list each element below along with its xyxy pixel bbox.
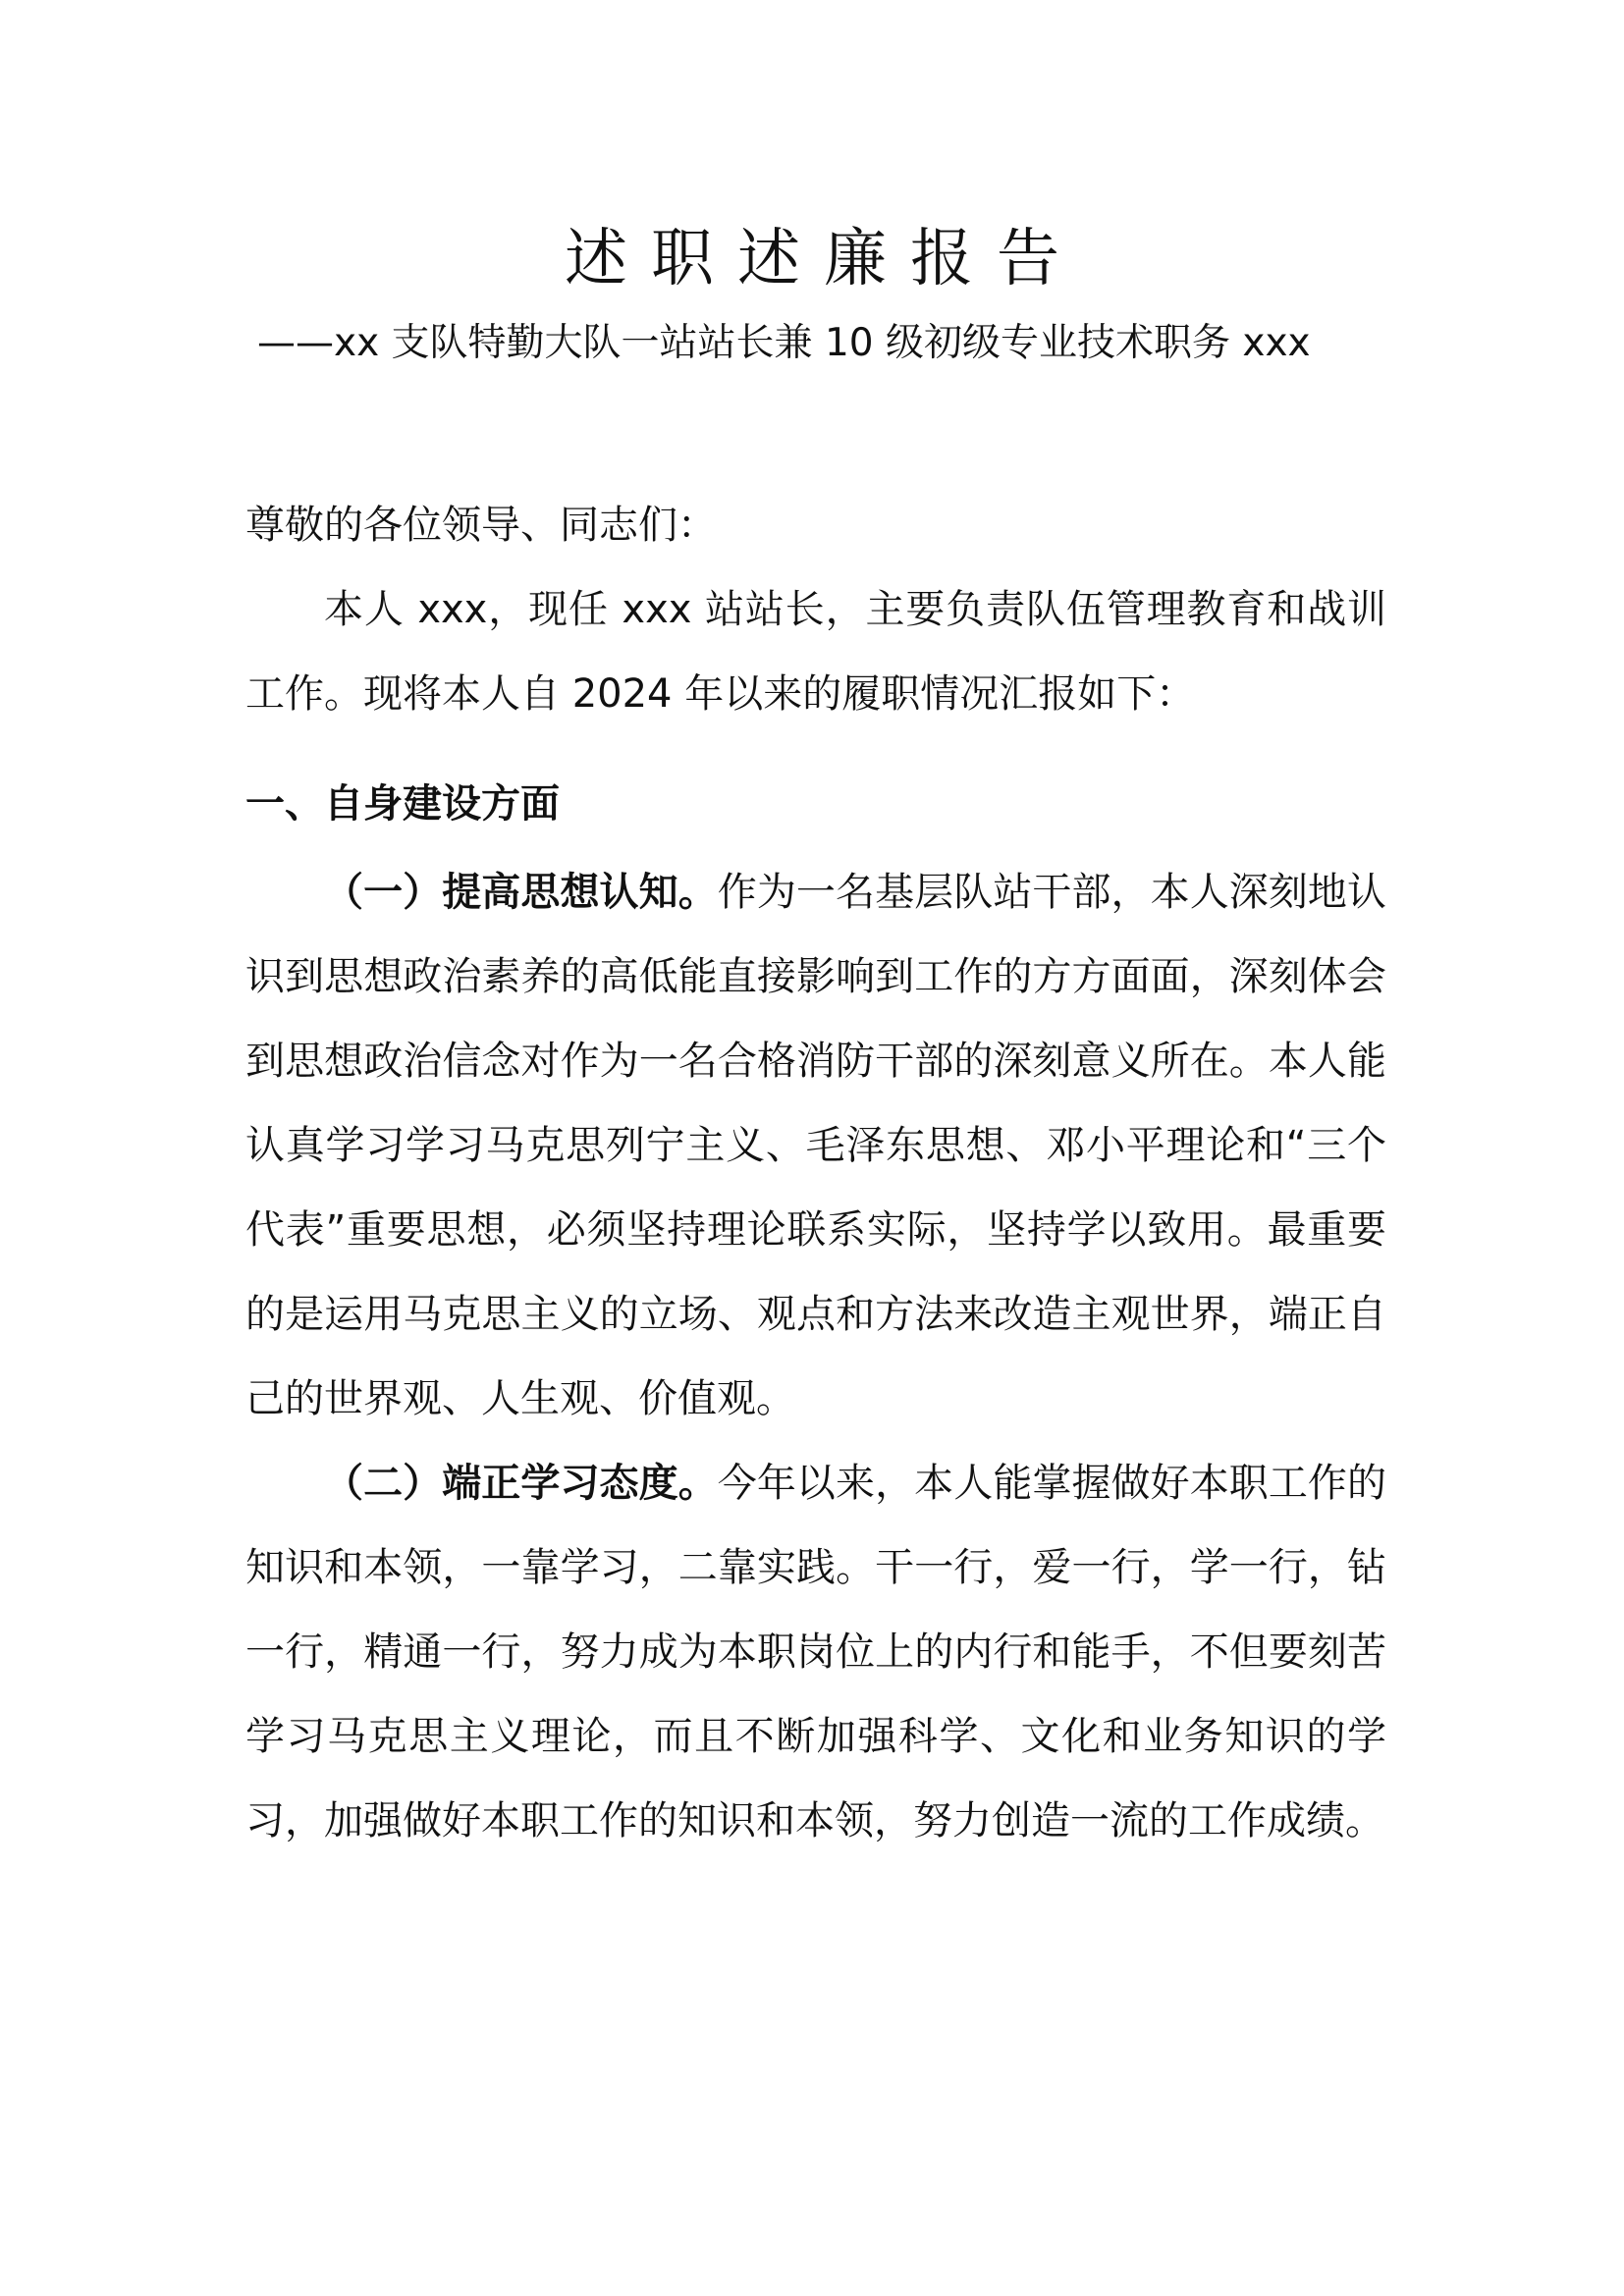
paragraph-item-2 <box>245 1441 1386 1863</box>
item-1-title: （一）提高思想认知。 <box>324 870 718 915</box>
section-heading: 一、自身建设方面 <box>245 781 560 827</box>
item-1-text: 作为一名基层队站干部，本人深刻地认识到思想政治素养的高低能直接影响到工作的方方面面，深刻体会到思想政治信念对作为一名合格消防干部的深刻意义所在。本人能认真学习学习马克思列宁主义、毛泽东思想、邓小平理论和“三个代表”重要思想，必须坚持理论联系实际，坚持学以致用。最重要的是运用马克思主义的立场、观点和方法来改造主观世界，端正自己的世界观、人生观、价值观。 <box>245 870 1387 1421</box>
paragraph-item-1 <box>245 850 1386 1441</box>
greeting: 尊敬的各位领导、同志们： <box>245 503 717 548</box>
document-body <box>245 483 1386 1863</box>
document-title: 述职述廉报告 <box>565 223 1083 295</box>
item-2-text: 今年以来，本人能掌握做好本职工作的知识和本领，一靠学习，二靠实践。干一行，爱一行，学一行，钻一行，精通一行，努力成为本职岗位上的内行和能手，不但要刻苦学习马克思主义理论，而且不断加强科学、文化和业务知识的学习，加强做好本职工作的知识和本领，努力创造一流的工作成绩。 <box>245 1461 1387 1843</box>
intro-paragraph: 本人 xxx，现任 xxx 站站长，主要负责队伍管理教育和战训工作。现将本人自 2024 年以来的履职情况汇报如下： <box>245 587 1386 717</box>
document-subtitle: ——xx 支队特勤大队一站站长兼 10 级初级专业技术职务 xxx <box>257 321 1311 365</box>
item-2-title: （二）端正学习态度。 <box>324 1461 718 1506</box>
